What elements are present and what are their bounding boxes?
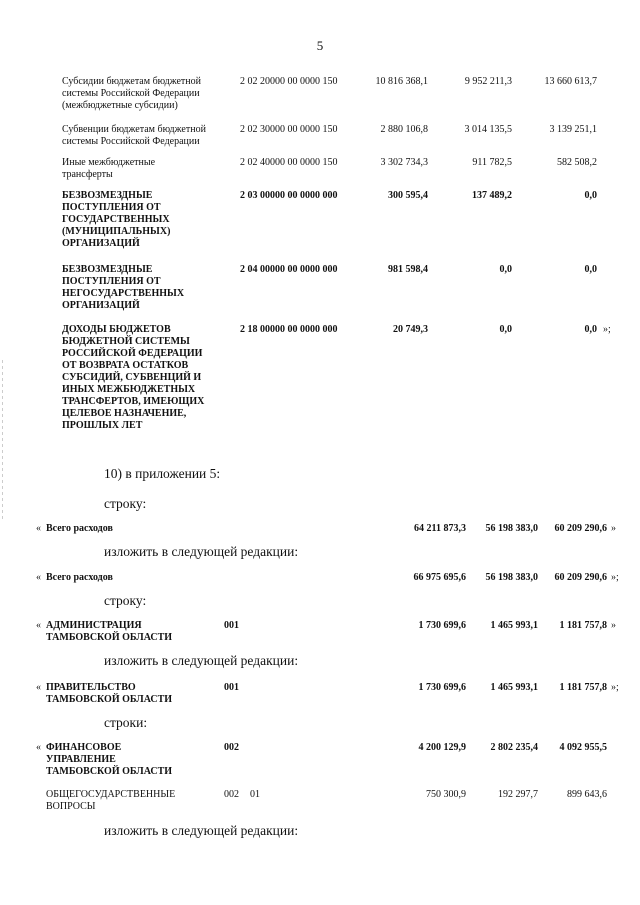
finance-value-1: 4 200 129,9 <box>418 742 466 753</box>
finance-label: ФИНАНСОВОЕ УПРАВЛЕНИЕ ТАМБОВСКОЙ ОБЛАСТИ <box>46 742 173 777</box>
row-value-3: 3 139 251,1 <box>549 124 597 135</box>
general-questions-code: 002 <box>224 789 239 800</box>
row-value-1: 300 595,4 <box>388 190 428 201</box>
row-value-2: 0,0 <box>499 264 512 275</box>
government-value-1: 1 730 699,6 <box>418 682 466 693</box>
closing-quote: »; <box>611 682 619 693</box>
row-value-2: 0,0 <box>499 324 512 335</box>
closing-quote: » <box>611 620 616 631</box>
admin-code: 001 <box>224 620 239 631</box>
row-code: 2 18 00000 00 0000 000 <box>240 324 338 335</box>
opening-quote: « <box>36 572 41 583</box>
government-value-2: 1 465 993,1 <box>490 682 538 693</box>
instruction-line: строки: <box>104 715 148 730</box>
row-value-2: 3 014 135,5 <box>464 124 512 135</box>
row-code: 2 02 40000 00 0000 150 <box>240 157 338 168</box>
admin-label: АДМИНИСТРАЦИЯ ТАМБОВСКОЙ ОБЛАСТИ <box>46 620 173 643</box>
government-code: 001 <box>224 682 239 693</box>
total-value-2: 56 198 383,0 <box>485 572 538 583</box>
row-value-3: 0,0 <box>584 324 597 335</box>
finance-value-2: 2 802 235,4 <box>490 742 538 753</box>
admin-value-2: 1 465 993,1 <box>490 620 538 631</box>
closing-quote: » <box>611 523 616 534</box>
row-label: Субвенции бюджетам бюджетной системы Российской Федерации <box>62 124 206 147</box>
closing-quote: »; <box>611 572 619 583</box>
row-label: ДОХОДЫ БЮДЖЕТОВ БЮДЖЕТНОЙ СИСТЕМЫ РОССИЙСКОЙ ФЕДЕРАЦИИ ОТ ВОЗВРАТА ОСТАТКОВ СУБСИДИЙ, СУБВЕНЦИЙ И ИНЫХ МЕЖБЮДЖЕТНЫХ ТРАНСФЕРТОВ, ИМЕЮЩИХ ЦЕЛЕВОЕ НАЗНАЧЕНИЕ, ПРОШЛЫХ ЛЕТ <box>62 324 205 431</box>
opening-quote: « <box>36 523 41 534</box>
total-value-1: 64 211 873,3 <box>414 523 466 534</box>
row-code: 2 03 00000 00 0000 000 <box>240 190 338 201</box>
row-value-1: 981 598,4 <box>388 264 428 275</box>
row-value-2: 9 952 211,3 <box>464 76 512 87</box>
general-questions-value-1: 750 300,9 <box>426 789 466 800</box>
instruction-line: изложить в следующей редакции: <box>104 823 299 838</box>
row-label: БЕЗВОЗМЕЗДНЫЕ ПОСТУПЛЕНИЯ ОТ ГОСУДАРСТВЕННЫХ (МУНИЦИПАЛЬНЫХ) ОРГАНИЗАЦИЙ <box>62 190 171 249</box>
row-value-1: 2 880 106,8 <box>380 124 428 135</box>
total-label: Всего расходов <box>46 523 113 534</box>
general-questions-label: ОБЩЕГОСУДАРСТВЕННЫЕ ВОПРОСЫ <box>46 789 176 812</box>
row-value-1: 10 816 368,1 <box>375 76 428 87</box>
row-value-3: 582 508,2 <box>557 157 597 168</box>
opening-quote: « <box>36 682 41 693</box>
general-questions-value-3: 899 643,6 <box>567 789 607 800</box>
margin-artifact <box>2 360 3 520</box>
instruction-line: строку: <box>104 593 147 608</box>
row-value-3: 0,0 <box>584 190 597 201</box>
row-value-3: 0,0 <box>584 264 597 275</box>
total-value-1: 66 975 695,6 <box>413 572 466 583</box>
row-label: БЕЗВОЗМЕЗДНЫЕ ПОСТУПЛЕНИЯ ОТ НЕГОСУДАРСТВЕННЫХ ОРГАНИЗАЦИЙ <box>62 264 185 311</box>
row-value-1: 20 749,3 <box>393 324 428 335</box>
row-value-2: 911 782,5 <box>472 157 512 168</box>
total-value-3: 60 209 290,6 <box>554 523 607 534</box>
general-questions-value-2: 192 297,7 <box>498 789 538 800</box>
instruction-line: строку: <box>104 496 147 511</box>
row-code: 2 04 00000 00 0000 000 <box>240 264 338 275</box>
total-value-2: 56 198 383,0 <box>485 523 538 534</box>
finance-value-3: 4 092 955,5 <box>559 742 607 753</box>
opening-quote: « <box>36 742 41 753</box>
instruction-line: изложить в следующей редакции: <box>104 653 299 668</box>
total-value-3: 60 209 290,6 <box>554 572 607 583</box>
finance-code: 002 <box>224 742 239 753</box>
row-value-3: 13 660 613,7 <box>544 76 597 87</box>
row-label: Иные межбюджетные трансферты <box>62 157 156 180</box>
general-questions-section: 01 <box>250 789 260 800</box>
admin-value-1: 1 730 699,6 <box>418 620 466 631</box>
total-label: Всего расходов <box>46 572 113 583</box>
row-value-2: 137 489,2 <box>472 190 512 201</box>
instruction-line: изложить в следующей редакции: <box>104 544 299 559</box>
opening-quote: « <box>36 620 41 631</box>
government-value-3: 1 181 757,8 <box>559 682 607 693</box>
admin-value-3: 1 181 757,8 <box>559 620 607 631</box>
row-label: Субсидии бюджетам бюджетной системы Российской Федерации (межбюджетные субсидии) <box>62 76 201 111</box>
row-value-1: 3 302 734,3 <box>380 157 428 168</box>
page-number: 5 <box>316 38 324 53</box>
row-code: 2 02 30000 00 0000 150 <box>240 124 338 135</box>
government-label: ПРАВИТЕЛЬСТВО ТАМБОВСКОЙ ОБЛАСТИ <box>46 682 173 705</box>
item-10-heading: 10) в приложении 5: <box>104 466 221 481</box>
row-code: 2 02 20000 00 0000 150 <box>240 76 338 87</box>
closing-quote: »; <box>603 324 611 335</box>
